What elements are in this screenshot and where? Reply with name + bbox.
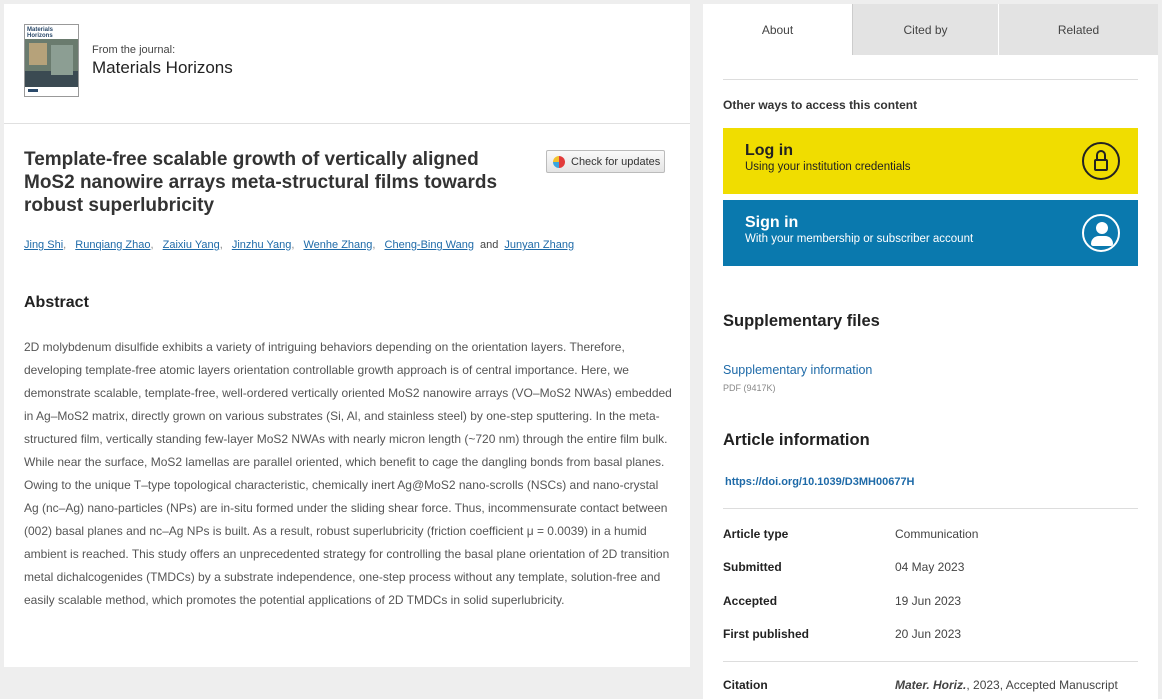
doi-link[interactable]: https://doi.org/10.1039/D3MH00677H (725, 476, 915, 488)
log-in-subtitle: Using your institution credentials (745, 161, 911, 173)
meta-row: Accepted 19 Jun 2023 (723, 593, 962, 608)
author-link[interactable]: Cheng-Bing Wang (384, 239, 474, 251)
article-title: Template-free scalable growth of vertically aligned MoS2 nanowire arrays meta-structural films towards robust superlubricity (24, 149, 498, 216)
journal-name: Materials Horizons (92, 58, 233, 77)
sidebar-panel (703, 4, 1158, 699)
tab-related[interactable]: Related (998, 4, 1158, 55)
journal-header (4, 4, 690, 124)
article-information-heading: Article information (723, 431, 870, 449)
cover-title: Materials Horizons (27, 27, 54, 39)
abstract-text: 2D molybdenum disulfide exhibits a variety of intriguing behaviors depending on the orientation layers. Therefore, developing template-free atomic layers orientation controllable growth approach is of central importance. Here, we demonstrate scalable, template-free, well-ordered vertically oriented MoS2 nanowire arrays (VO–MoS2 NWAs) embedded in Ag–MoS2 matrix, directly grown on various substrates (Si, Al, and stainless steel) by one-step sputtering. In the meta-structured film, vertically standing few-layer MoS2 NWAs with nearly micron length (~720 nm) through the entire film bulk. While near the surface, MoS2 lamellas are parallel oriented, which benefit to cage the dangling bonds from basal planes. Owing to the unique T–type topological characteristic, chemically inert Ag@MoS2 nano-scrolls (NSCs) and nano-crystal Ag (nc–Ag) nano-particles (NPs) are in-situ formed under the sliding shear force. Thus, incommensurate contact between (002) basal planes and nc–Ag NPs is built. As a result, robust superlubricity (friction coefficient μ = 0.0039) in a humid ambient is reached. This study offers an unprecedented strategy for controlling the basal plane orientation of 2D transition metal dichalcogenides (TMDCs) by a substrate independence, one-step process without any template, solution-free and easily scalable method, which promotes the potential applications of 2D TMDCs in solid superlubricity. (24, 340, 672, 607)
citation-label: Citation (723, 678, 768, 692)
from-journal-label: From the journal: (92, 44, 176, 56)
sign-in-title: Sign in (745, 214, 799, 231)
sign-in-subtitle: With your membership or subscriber account (745, 233, 974, 245)
and-label: and (480, 239, 499, 251)
author-link[interactable]: Wenhe Zhang (303, 239, 373, 251)
citation-value: Mater. Horiz., 2023, Accepted Manuscript (895, 678, 1118, 692)
citation-row (723, 661, 1138, 692)
crossmark-icon (553, 156, 565, 168)
lock-icon (1082, 142, 1120, 180)
meta-row: Article type Communication (723, 526, 979, 541)
divider (723, 79, 1138, 80)
author-list: Jing Shi, Runqiang Zhao, Zaixiu Yang, Jinzhu Yang, Wenhe Zhang, Cheng-Bing Wang and Junyan Zhang (24, 239, 575, 251)
user-icon (1082, 214, 1120, 252)
sign-in-button[interactable] (723, 200, 1138, 266)
log-in-button[interactable] (723, 128, 1138, 194)
supplementary-information-link[interactable]: Supplementary information (723, 363, 873, 377)
sidebar-tabs (703, 4, 1158, 55)
log-in-title: Log in (745, 142, 793, 159)
supplementary-file-size: PDF (9417K) (723, 383, 776, 393)
author-link[interactable]: Jinzhu Yang (231, 239, 292, 251)
author-link[interactable]: Jing Shi (24, 239, 64, 251)
meta-row: First published 20 Jun 2023 (723, 627, 962, 642)
journal-cover-image[interactable] (24, 24, 79, 97)
check-for-updates-label: Check for updates (571, 155, 661, 168)
tab-cited-by[interactable]: Cited by (852, 4, 998, 55)
supplementary-heading: Supplementary files (723, 312, 880, 330)
author-link[interactable]: Runqiang Zhao (75, 239, 151, 251)
author-link[interactable]: Zaixiu Yang (162, 239, 220, 251)
access-heading: Other ways to access this content (723, 98, 918, 112)
article-panel (4, 4, 690, 667)
tab-about[interactable]: About (703, 4, 852, 55)
author-link[interactable]: Junyan Zhang (504, 239, 575, 251)
article-meta-table (723, 508, 1138, 651)
check-for-updates-button[interactable] (546, 150, 665, 173)
abstract-heading: Abstract (24, 294, 89, 311)
meta-row: Submitted 04 May 2023 (723, 560, 965, 575)
